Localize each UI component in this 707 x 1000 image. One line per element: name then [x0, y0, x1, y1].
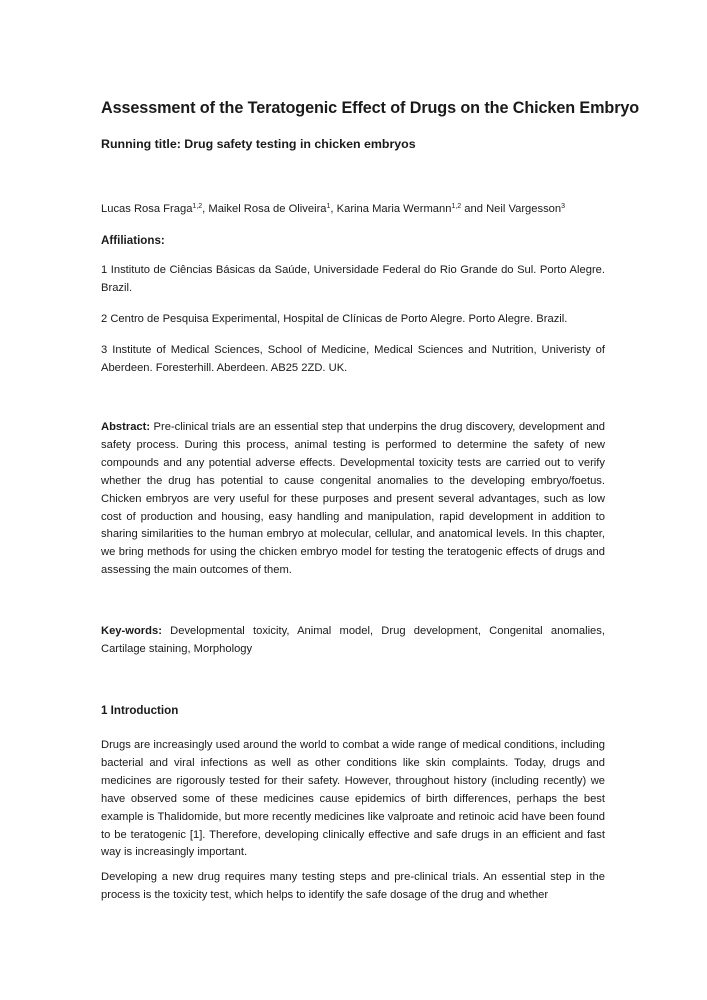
affiliation-3: 3 Institute of Medical Sciences, School of Medicine, Medical Sciences and Nutrition, Univeristy of Aberdeen. Foresterhill. Aberdeen. AB25 2ZD. UK.: [101, 344, 605, 374]
body-paragraph: Drugs are increasingly used around the world to combat a wide range of medical conditions, including bacterial and viral infections as well as other conditions like skin complaints. Today, drugs and medicines are rigorously tested for their safety. However, throughout history (including recently) we have observed some of these medicines cause epidemics of birth differences, perhaps the best example is Thalidomide, but more recently medicines like valproate and retinoic acid have been found to be teratogenic [1]. Therefore, developing clinically effective and safe drugs in an efficient and fast way is increasingly important.: [101, 739, 605, 859]
affiliation-1: 1 Instituto de Ciências Básicas da Saúde, Universidade Federal do Rio Grande do Sul. Porto Alegre. Brazil.: [101, 264, 605, 294]
author-name: Maikel Rosa de Oliveira: [208, 203, 327, 215]
author-list: [101, 201, 605, 217]
abstract-paragraph: [101, 419, 605, 580]
author-affiliation-marker: 3: [561, 203, 566, 210]
author-name: Neil Vargesson: [486, 203, 562, 215]
author-affiliation-marker: 1: [326, 203, 331, 210]
affiliation-2: 2 Centro de Pesquisa Experimental, Hospital de Clínicas de Porto Alegre. Porto Alegre. Brazil.: [101, 313, 568, 325]
abstract-text: Pre-clinical trials are an essential step that underpins the drug discovery, development and safety process. During this process, animal testing is performed to determine the safety of new compounds and any potential adverse effects. Developmental toxicity tests are carried out to verify whether the drug has potential to cause congenital anomalies to the developing embryo/foetus. Chicken embryos are very useful for these purposes and present several advantages, such as low cost of production and housing, easy handling and manipulation, rapid development in addition to sharing similarities to the human embryo at molecular, cellular, and anatomical levels. In this chapter, we bring methods for using the chicken embryo model for testing the teratogenic effects of drugs and assessing the main outcomes of them.: [101, 421, 605, 577]
affiliations-heading: Affiliations:: [101, 234, 165, 247]
running-title: Running title: Drug safety testing in chicken embryos: [101, 137, 416, 151]
author-name: Karina Maria Wermann: [336, 203, 452, 215]
author-affiliation-marker: 1,2: [192, 203, 203, 210]
abstract-label: Abstract:: [101, 421, 151, 433]
author-name: Lucas Rosa Fraga: [101, 203, 193, 215]
author-separator: ,: [330, 203, 337, 215]
keywords-paragraph: [101, 623, 605, 659]
author-affiliation-marker: 1,2: [451, 203, 462, 210]
paper-title: Assessment of the Teratogenic Effect of Drugs on the Chicken Embryo: [101, 99, 640, 117]
keywords-label: Key-words:: [101, 625, 162, 637]
section-heading: 1 Introduction: [101, 704, 179, 717]
author-separator: ,: [202, 203, 209, 215]
keywords-text: Developmental toxicity, Animal model, Drug development, Congenital anomalies, Cartilage staining, Morphology: [101, 625, 605, 655]
author-separator: and: [461, 203, 487, 215]
body-paragraph: Developing a new drug requires many testing steps and pre-clinical trials. An essential step in the process is the toxicity test, which helps to identify the safe dosage of the drug and whether: [101, 871, 605, 901]
